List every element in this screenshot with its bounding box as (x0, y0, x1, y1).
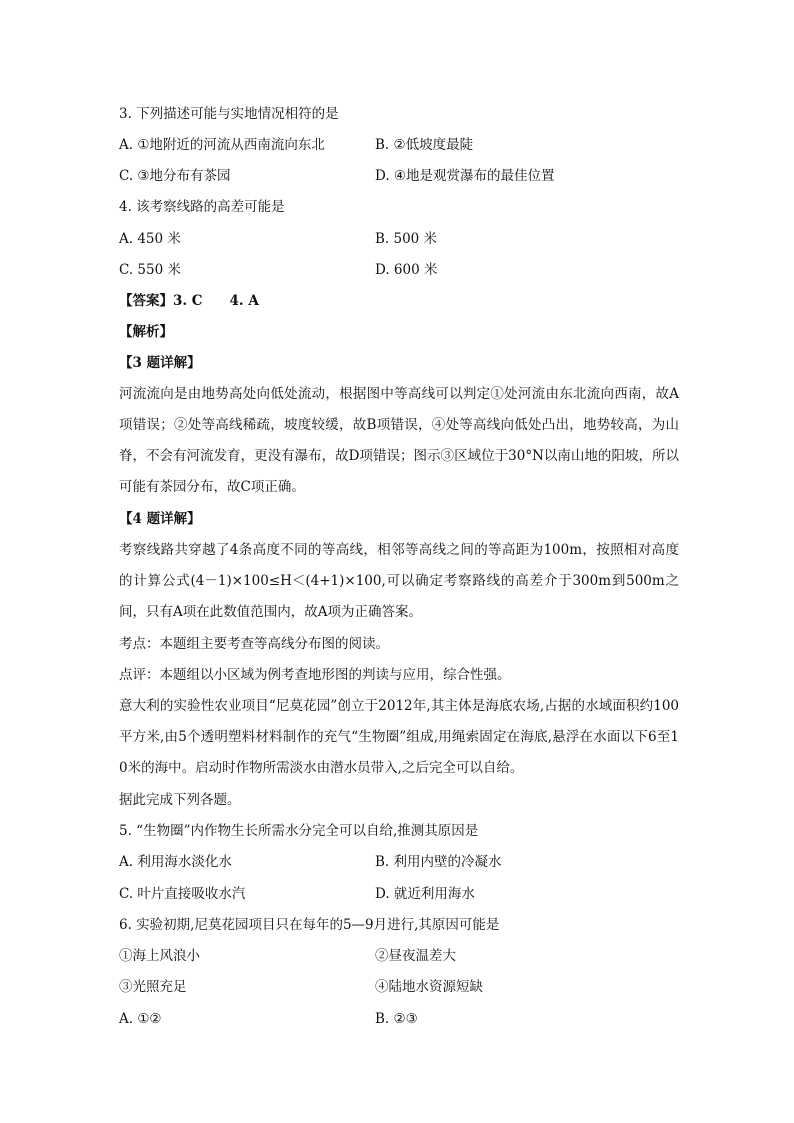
instruction-line: 据此完成下列各题。 (119, 792, 241, 808)
q5-option-c: C. 叶片直接吸收水汽 (119, 886, 246, 902)
q3-detail-text: 河流流向是由地势高处向低处流动，根据图中等高线可以判定①处河流由东北流向西南，故A项错误；②处等高线稀疏，坡度较缓，故B项错误，④处等高线向低处凸出，地势较高，为山脊，不会有河流发育，更没有瀑布，故D项错误；图示③区域位于30°N以南山地的阳坡，所以可能有茶园分布，故C项正确。 (119, 386, 679, 495)
q6-option-b: B. ②③ (375, 1011, 418, 1027)
kaodian-line: 考点：本题组主要考查等高线分布图的阅读。 (119, 636, 389, 652)
dianping-line: 点评：本题组以小区域为例考查地形图的判读与应用，综合性强。 (119, 667, 511, 683)
q6-item-4: ④陆地水资源短缺 (375, 979, 483, 995)
q3-stem: 3. 下列描述可能与实地情况相符的是 (119, 106, 339, 122)
q4-option-b: B. 500 米 (375, 231, 438, 247)
q4-detail-text: 考察线路共穿越了4条高度不同的等高线，相邻等高线之间的等高距为100m，按照相对高度的计算公式(4－1)×100≤H＜(4+1)×100,可以确定考察路线的高差介于300m到500m之间，只有A项在此数值范围内，故A项为正确答案。 (119, 542, 679, 620)
q5-option-b: B. 利用内壁的冷凝水 (375, 854, 502, 870)
q4-stem: 4. 该考察线路的高差可能是 (119, 199, 285, 215)
q4-option-a: A. 450 米 (119, 231, 181, 247)
q3-detail-label: 【3 题详解】 (119, 355, 201, 371)
q5-stem: 5. “生物圈”内作物生长所需水分完全可以自给,推测其原因是 (119, 823, 479, 839)
q5-option-d: D. 就近利用海水 (375, 886, 475, 902)
q4-option-c: C. 550 米 (119, 262, 181, 278)
q4-detail-label: 【4 题详解】 (119, 511, 201, 527)
q3-option-b: B. ②低坡度最陡 (375, 137, 474, 153)
q6-item-1: ①海上风浪小 (119, 948, 200, 964)
q3-option-a: A. ①地附近的河流从西南流向东北 (119, 137, 325, 153)
q5-option-a: A. 利用海水淡化水 (119, 854, 232, 870)
q3-option-d: D. ④地是观赏瀑布的最佳位置 (375, 168, 555, 184)
q3-option-c: C. ③地分布有茶园 (119, 168, 231, 184)
q6-stem: 6. 实验初期,尼莫花园项目只在每年的5—9月进行,其原因可能是 (119, 917, 500, 933)
q6-item-2: ②昼夜温差大 (375, 948, 456, 964)
q6-item-3: ③光照充足 (119, 979, 187, 995)
reading-passage: 意大利的实验性农业项目“尼莫花园”创立于2012年,其主体是海底农场,占据的水域面积约100平方米,由5个透明塑料材料制作的充气“生物圈”组成,用绳索固定在海底,悬浮在水面以下6至10米的海中。启动时作物所需淡水由潜水员带入,之后完全可以自给。 (119, 698, 679, 776)
answer-line: 【答案】3. C 4. A (119, 293, 259, 309)
q6-option-a: A. ①② (119, 1011, 162, 1027)
analysis-label: 【解析】 (119, 324, 173, 340)
q4-option-d: D. 600 米 (375, 262, 438, 278)
